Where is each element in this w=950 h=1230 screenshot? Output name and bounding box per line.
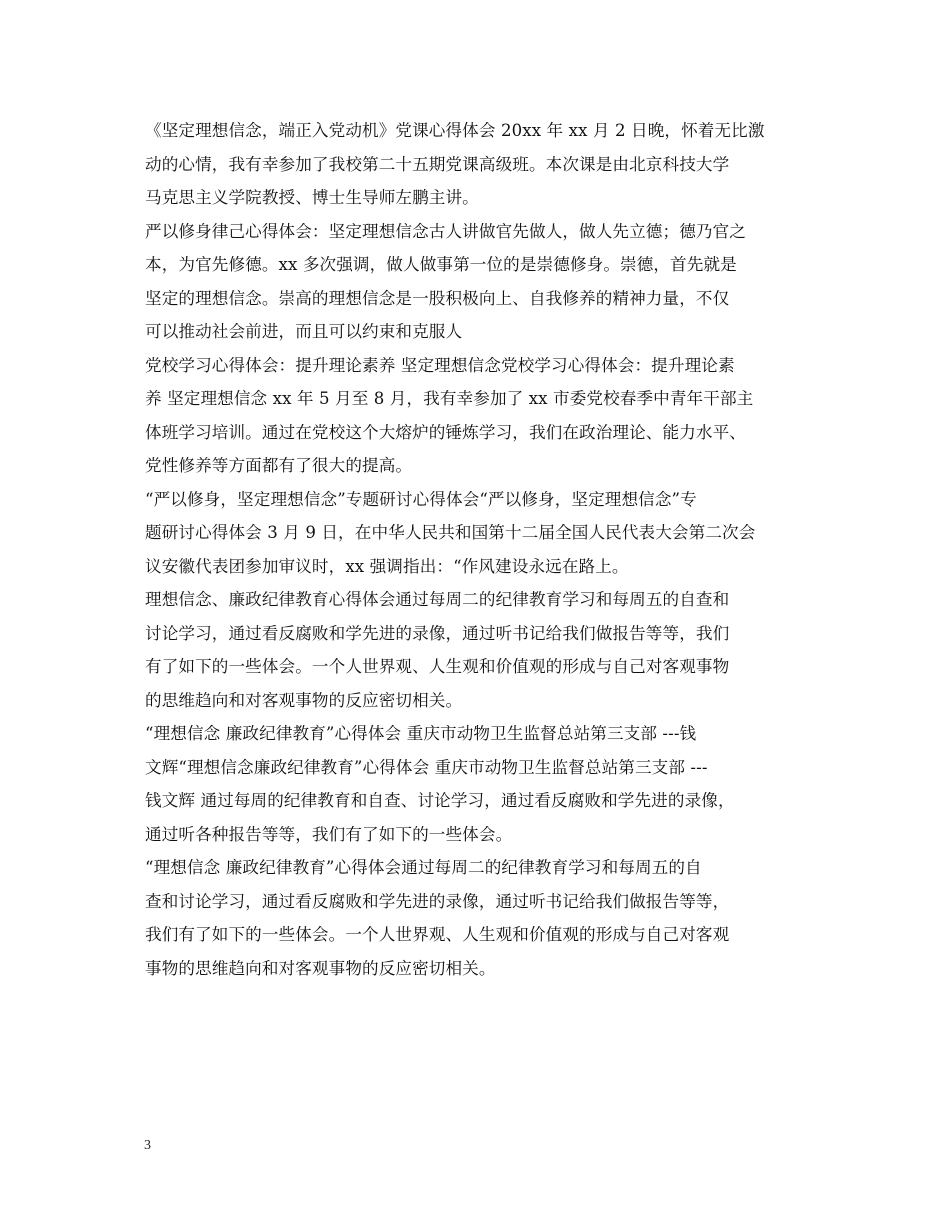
text-line: 可以推动社会前进，而且可以约束和克服人 [145,322,463,341]
text-line: 查和讨论学习，通过看反腐败和学先进的录像，通过听书记给我们做报告等等， [145,891,730,911]
text-line: 养 坚定理想信念 xx 年 5 月至 8 月，我有幸参加了 xx 市委党校春季中青年干部主 [145,389,754,408]
text-line: 事物的思维趋向和对客观事物的反应密切相关。 [145,958,496,978]
text-line: 有了如下的一些体会。一个人世界观、人生观和价值观的形成与自己对客观事物 [145,657,730,676]
text-line: 严以修身律己心得体会：坚定理想信念古人讲做官先做人，做人先立德；德乃官之 [145,221,746,241]
text-line: 党校学习心得体会：提升理论素养 坚定理想信念党校学习心得体会：提升理论素 [145,355,735,375]
text-line: 讨论学习，通过看反腐败和学先进的录像，通过听书记给我们做报告等等，我们 [145,623,730,643]
text-line: “严以修身，坚定理想信念”专题研讨心得体会“严以修身，坚定理想信念”专 [145,489,697,509]
text-line: “理想信念 廉政纪律教育”心得体会 重庆市动物卫生监督总站第三支部 ---钱 [145,724,697,743]
page-number: 3 [144,1138,151,1153]
text-line: 议安徽代表团参加审议时，xx 强调指出：“作风建设永远在路上。 [145,556,629,576]
body-text [145,114,813,985]
text-line: 坚定的理想信念。崇高的理想信念是一股积极向上、自我修养的精神力量，不仅 [145,288,730,308]
text-line: 动的心情，我有幸参加了我校第二十五期党课高级班。本次课是由北京科技大学 [145,154,730,174]
text-line: 本，为官先修德。xx 多次强调，做人做事第一位的是崇德修身。崇德，首先就是 [145,255,737,274]
text-line: 《坚定理想信念，端正入党动机》党课心得体会 20xx 年 xx 月 2 日晚，怀着无比激 [145,121,765,140]
text-line: 体班学习培训。通过在党校这个大熔炉的锤炼学习，我们在政治理论、能力水平、 [145,422,746,442]
text-line: 文辉“理想信念廉政纪律教育”心得体会 重庆市动物卫生监督总站第三支部 --- [145,757,708,777]
text-line: 通过听各种报告等等，我们有了如下的一些体会。 [145,824,513,844]
text-line: 理想信念、廉政纪律教育心得体会通过每周二的纪律教育学习和每周五的自查和 [145,590,730,609]
text-line: 题研讨心得体会 3 月 9 日，在中华人民共和国第十二届全国人民代表大会第二次会 [145,523,756,542]
text-line: “理想信念 廉政纪律教育”心得体会通过每周二的纪律教育学习和每周五的自 [145,858,702,877]
text-line: 马克思主义学院教授、博士生导师左鹏主讲。 [145,188,479,207]
text-line: 党性修养等方面都有了很大的提高。 [145,456,413,475]
text-line: 我们有了如下的一些体会。一个人世界观、人生观和价值观的形成与自己对客观 [145,925,730,944]
text-line: 钱文辉 通过每周的纪律教育和自查、讨论学习，通过看反腐败和学先进的录像， [145,791,735,810]
text-line: 的思维趋向和对客观事物的反应密切相关。 [145,690,463,710]
